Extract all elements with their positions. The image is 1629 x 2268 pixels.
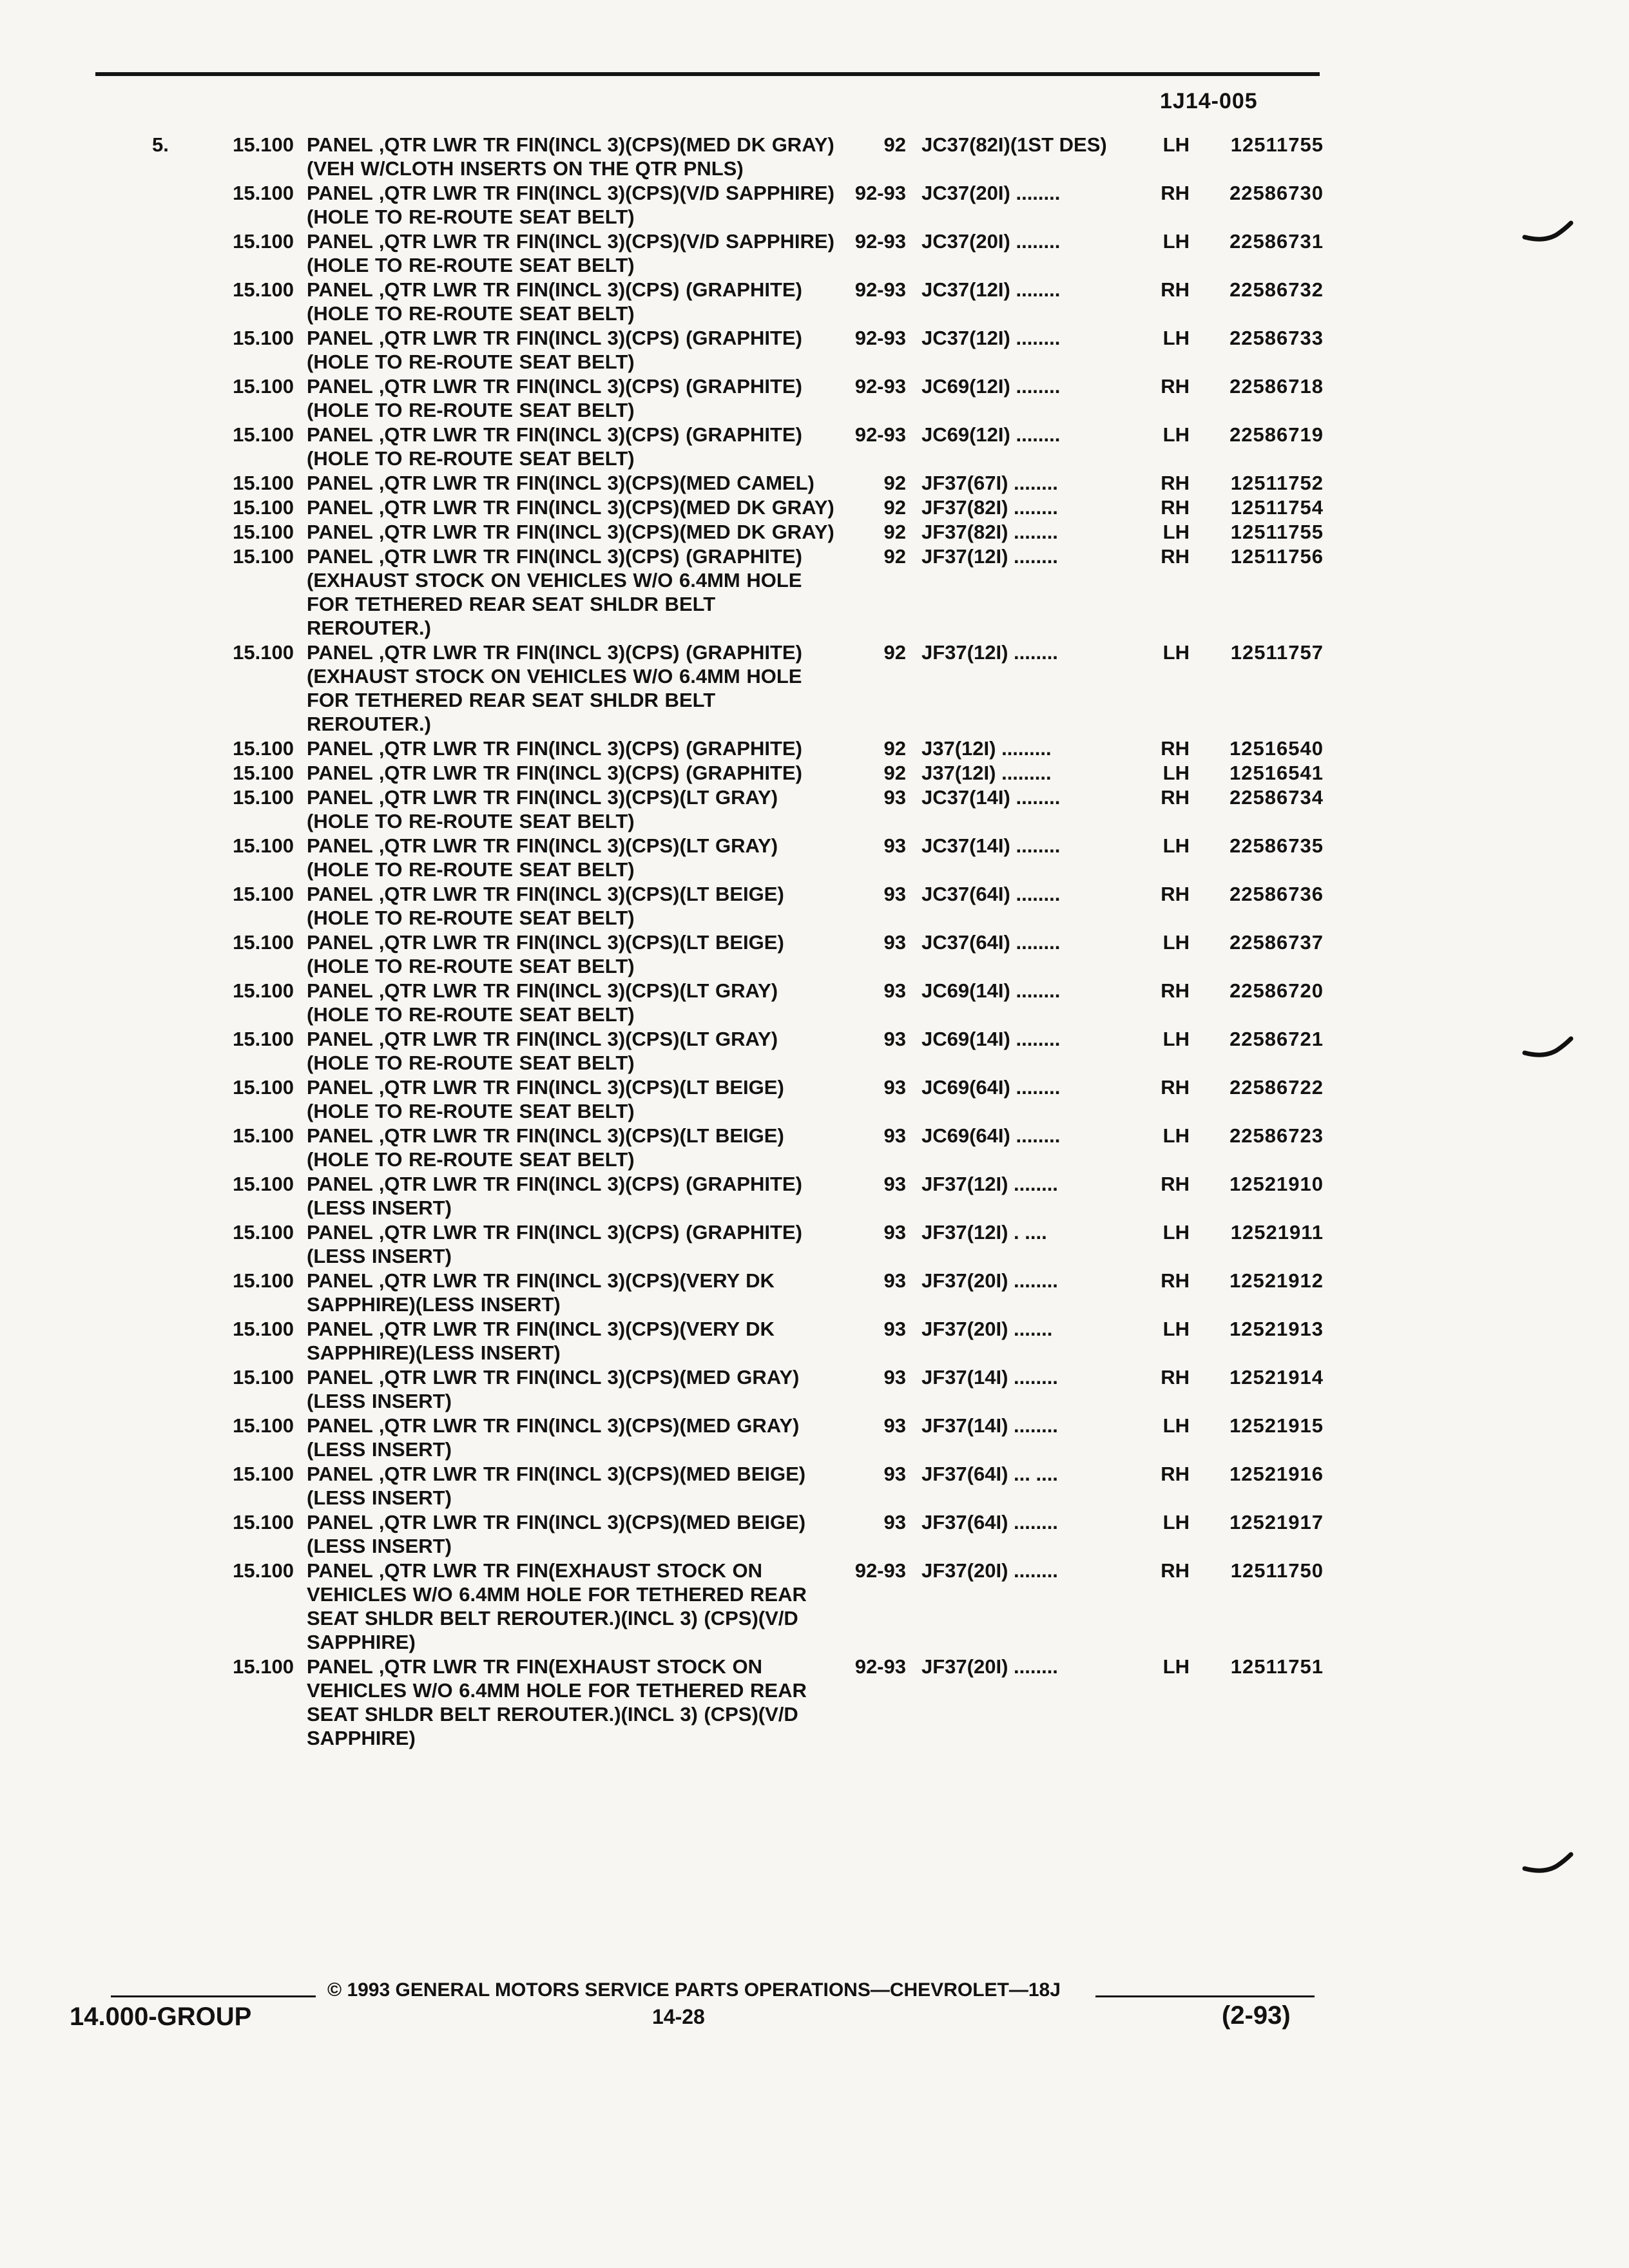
model-code: JC37(64I) ........: [921, 931, 1061, 954]
parts-row: [0, 736, 1629, 760]
model-year: 92: [883, 641, 906, 664]
model-year: 93: [883, 1511, 906, 1533]
item-number: 5.: [152, 133, 169, 156]
part-number: 12521910: [1229, 1173, 1324, 1195]
side: LH: [1162, 1221, 1190, 1244]
side: LH: [1162, 521, 1190, 543]
model-code: JC37(64I) ........: [921, 883, 1061, 905]
index-tab-mark-1: [1522, 220, 1574, 246]
part-description: PANEL ,QTR LWR TR FIN(INCL 3)(CPS)(V/D SAPPHIRE)(HOLE TO RE-ROUTE SEAT BELT): [307, 182, 834, 228]
ref-number: 15.100: [233, 1076, 294, 1099]
part-number: 12521913: [1229, 1318, 1324, 1340]
model-code: JC37(12I) ........: [921, 278, 1061, 301]
part-description: PANEL ,QTR LWR TR FIN(INCL 3)(CPS)(MED CAMEL): [307, 472, 815, 494]
side: RH: [1161, 1463, 1190, 1485]
model-year: 92: [883, 545, 906, 568]
parts-row: [0, 1172, 1629, 1220]
part-description: PANEL ,QTR LWR TR FIN(INCL 3)(CPS)(MED BEIGE)(LESS INSERT): [307, 1463, 806, 1509]
side: RH: [1161, 496, 1190, 519]
footer-group: 14.000-GROUP: [70, 2003, 252, 2031]
model-code: JC69(12I) ........: [921, 423, 1061, 446]
model-year: 93: [883, 1414, 906, 1437]
header-rule: [95, 72, 1320, 76]
ref-number: 15.100: [233, 1173, 294, 1195]
ref-number: 15.100: [233, 545, 294, 568]
footer-rule-left: [111, 1995, 316, 1997]
part-number: 12521911: [1230, 1221, 1324, 1244]
part-description: PANEL ,QTR LWR TR FIN(INCL 3)(CPS)(LT GRAY)(HOLE TO RE-ROUTE SEAT BELT): [307, 979, 778, 1026]
side: RH: [1161, 278, 1190, 301]
parts-row: [0, 181, 1629, 229]
parts-row: [0, 544, 1629, 640]
parts-row: [0, 785, 1629, 833]
part-description: PANEL ,QTR LWR TR FIN(INCL 3)(CPS) (GRAPHITE): [307, 737, 802, 760]
model-year: 92: [883, 737, 906, 760]
part-description: PANEL ,QTR LWR TR FIN(INCL 3)(CPS)(LT GRAY)(HOLE TO RE-ROUTE SEAT BELT): [307, 786, 778, 832]
model-code: JF37(20I) ........: [921, 1269, 1058, 1292]
part-description: PANEL ,QTR LWR TR FIN(INCL 3)(CPS) (GRAPHITE) (EXHAUST STOCK ON VEHICLES W/O 6.4MM HOLE FOR TETHERED REAR SEAT SHLDR BELT REROUTER.): [307, 545, 802, 639]
part-number: 12511755: [1230, 133, 1324, 156]
ref-number: 15.100: [233, 496, 294, 519]
model-year: 93: [883, 1076, 906, 1099]
parts-row: [0, 1655, 1629, 1750]
ref-number: 15.100: [233, 641, 294, 664]
side: LH: [1162, 327, 1190, 349]
part-description: PANEL ,QTR LWR TR FIN(INCL 3)(CPS)(MED DK GRAY): [307, 496, 834, 519]
part-number: 12521917: [1229, 1511, 1324, 1533]
part-number: 22586734: [1229, 786, 1324, 809]
part-number: 12511754: [1230, 496, 1324, 519]
parts-row: [0, 834, 1629, 881]
side: LH: [1162, 423, 1190, 446]
model-year: 93: [883, 1318, 906, 1340]
model-year: 93: [883, 786, 906, 809]
part-number: 12521915: [1229, 1414, 1324, 1437]
ref-number: 15.100: [233, 1655, 294, 1678]
side: RH: [1161, 182, 1190, 204]
model-year: 93: [883, 1221, 906, 1244]
model-year: 92: [883, 133, 906, 156]
model-year: 93: [883, 1366, 906, 1389]
parts-row: [0, 471, 1629, 495]
model-year: 92: [883, 521, 906, 543]
ref-number: 15.100: [233, 883, 294, 905]
part-description: PANEL ,QTR LWR TR FIN(INCL 3)(CPS)(LT BEIGE)(HOLE TO RE-ROUTE SEAT BELT): [307, 1076, 784, 1122]
side: RH: [1161, 1076, 1190, 1099]
parts-row: [0, 374, 1629, 422]
model-code: JC37(20I) ........: [921, 230, 1061, 253]
part-number: 22586721: [1229, 1028, 1324, 1050]
part-description: PANEL ,QTR LWR TR FIN(INCL 3)(CPS)(LT GRAY)(HOLE TO RE-ROUTE SEAT BELT): [307, 1028, 778, 1074]
model-code: JC37(20I) ........: [921, 182, 1061, 204]
model-year: 92: [883, 762, 906, 784]
model-code: JF37(12I) . ....: [921, 1221, 1047, 1244]
parts-row: [0, 278, 1629, 325]
part-number: 12511751: [1230, 1655, 1324, 1678]
ref-number: 15.100: [233, 133, 294, 156]
model-year: 92-93: [854, 1559, 906, 1582]
side: RH: [1161, 375, 1190, 398]
footer-revision: (2-93): [1222, 2001, 1291, 2030]
ref-number: 15.100: [233, 521, 294, 543]
part-number: 22586718: [1229, 375, 1324, 398]
model-year: 93: [883, 1173, 906, 1195]
part-description: PANEL ,QTR LWR TR FIN(INCL 3)(CPS) (GRAPHITE)(LESS INSERT): [307, 1173, 802, 1219]
parts-row: [0, 1269, 1629, 1316]
part-description: PANEL ,QTR LWR TR FIN(INCL 3)(CPS)(LT BEIGE)(HOLE TO RE-ROUTE SEAT BELT): [307, 883, 784, 929]
part-number: 22586736: [1229, 883, 1324, 905]
model-year: 92: [883, 496, 906, 519]
part-number: 12521912: [1229, 1269, 1324, 1292]
parts-row: [0, 930, 1629, 978]
part-description: PANEL ,QTR LWR TR FIN(INCL 3)(CPS)(VERY DK SAPPHIRE)(LESS INSERT): [307, 1318, 775, 1364]
model-year: 92-93: [854, 327, 906, 349]
side: RH: [1161, 545, 1190, 568]
part-number: 22586735: [1229, 834, 1324, 857]
part-description: PANEL ,QTR LWR TR FIN(INCL 3)(CPS) (GRAPHITE)(HOLE TO RE-ROUTE SEAT BELT): [307, 327, 802, 373]
model-year: 93: [883, 931, 906, 954]
parts-row: [0, 1027, 1629, 1075]
part-description: PANEL ,QTR LWR TR FIN(INCL 3)(CPS)(LT BEIGE)(HOLE TO RE-ROUTE SEAT BELT): [307, 931, 784, 977]
model-year: 93: [883, 1269, 906, 1292]
model-code: JF37(20I) ........: [921, 1559, 1058, 1582]
part-number: 12511757: [1230, 641, 1324, 664]
part-number: 12521914: [1229, 1366, 1324, 1389]
ref-number: 15.100: [233, 1559, 294, 1582]
part-description: PANEL ,QTR LWR TR FIN(EXHAUST STOCK ON VEHICLES W/O 6.4MM HOLE FOR TETHERED REAR SEAT SHLDR BELT REROUTER.)(INCL 3) (CPS)(V/D SAPPHIRE): [307, 1559, 807, 1653]
parts-row: [0, 1510, 1629, 1558]
ref-number: 15.100: [233, 1318, 294, 1340]
parts-row: [0, 761, 1629, 785]
part-description: PANEL ,QTR LWR TR FIN(INCL 3)(CPS) (GRAPHITE)(HOLE TO RE-ROUTE SEAT BELT): [307, 423, 802, 470]
model-code: JC69(64I) ........: [921, 1124, 1061, 1147]
side: RH: [1161, 1366, 1190, 1389]
index-tab-mark-2: [1522, 1036, 1574, 1062]
part-number: 12511752: [1230, 472, 1324, 494]
model-code: JC37(14I) ........: [921, 834, 1061, 857]
model-year: 92-93: [854, 1655, 906, 1678]
part-description: PANEL ,QTR LWR TR FIN(INCL 3)(CPS)(MED GRAY)(LESS INSERT): [307, 1366, 800, 1412]
part-description: PANEL ,QTR LWR TR FIN(INCL 3)(CPS)(V/D SAPPHIRE)(HOLE TO RE-ROUTE SEAT BELT): [307, 230, 834, 276]
model-code: JF37(20I) .......: [921, 1318, 1053, 1340]
part-description: PANEL ,QTR LWR TR FIN(EXHAUST STOCK ON VEHICLES W/O 6.4MM HOLE FOR TETHERED REAR SEAT SHLDR BELT REROUTER.)(INCL 3) (CPS)(V/D SAPPHIRE): [307, 1655, 807, 1749]
model-code: JC69(14I) ........: [921, 1028, 1061, 1050]
model-year: 92: [883, 472, 906, 494]
parts-row: [0, 1559, 1629, 1654]
parts-row: [0, 979, 1629, 1026]
model-code: JC69(64I) ........: [921, 1076, 1061, 1099]
parts-row: [0, 495, 1629, 519]
ref-number: 15.100: [233, 737, 294, 760]
side: RH: [1161, 1269, 1190, 1292]
model-code: JF37(14I) ........: [921, 1414, 1058, 1437]
parts-list: [0, 133, 1629, 1751]
model-year: 93: [883, 1124, 906, 1147]
model-year: 93: [883, 883, 906, 905]
ref-number: 15.100: [233, 762, 294, 784]
side: LH: [1162, 1318, 1190, 1340]
model-code: JF37(82I) ........: [921, 496, 1058, 519]
model-code: JC37(82I)(1ST DES): [921, 133, 1107, 156]
part-description: PANEL ,QTR LWR TR FIN(INCL 3)(CPS)(VERY DK SAPPHIRE)(LESS INSERT): [307, 1269, 775, 1316]
footer-rule-right: [1095, 1995, 1315, 1997]
parts-row: [0, 229, 1629, 277]
side: RH: [1161, 1173, 1190, 1195]
parts-row: [0, 1075, 1629, 1123]
model-year: 93: [883, 1463, 906, 1485]
model-year: 93: [883, 979, 906, 1002]
part-description: PANEL ,QTR LWR TR FIN(INCL 3)(CPS) (GRAPHITE)(HOLE TO RE-ROUTE SEAT BELT): [307, 375, 802, 421]
model-code: JF37(20I) ........: [921, 1655, 1058, 1678]
side: LH: [1162, 1414, 1190, 1437]
part-description: PANEL ,QTR LWR TR FIN(INCL 3)(CPS) (GRAPHITE)(LESS INSERT): [307, 1221, 802, 1267]
ref-number: 15.100: [233, 979, 294, 1002]
model-code: JC37(14I) ........: [921, 786, 1061, 809]
part-number: 22586733: [1229, 327, 1324, 349]
part-description: PANEL ,QTR LWR TR FIN(INCL 3)(CPS)(LT BEIGE)(HOLE TO RE-ROUTE SEAT BELT): [307, 1124, 784, 1171]
side: RH: [1161, 979, 1190, 1002]
ref-number: 15.100: [233, 1414, 294, 1437]
side: RH: [1161, 883, 1190, 905]
side: LH: [1162, 1028, 1190, 1050]
model-code: JF37(12I) ........: [921, 1173, 1058, 1195]
ref-number: 15.100: [233, 1028, 294, 1050]
part-number: 22586731: [1229, 230, 1324, 253]
model-code: JF37(67I) ........: [921, 472, 1058, 494]
parts-row: [0, 1365, 1629, 1413]
ref-number: 15.100: [233, 182, 294, 204]
model-year: 92-93: [854, 278, 906, 301]
model-code: JF37(64I) ... ....: [921, 1463, 1058, 1485]
parts-row: [0, 1220, 1629, 1268]
model-code: JF37(12I) ........: [921, 545, 1058, 568]
side: LH: [1162, 641, 1190, 664]
model-code: JF37(14I) ........: [921, 1366, 1058, 1389]
model-code: JF37(82I) ........: [921, 521, 1058, 543]
model-code: JC69(12I) ........: [921, 375, 1061, 398]
ref-number: 15.100: [233, 230, 294, 253]
side: LH: [1162, 1511, 1190, 1533]
ref-number: 15.100: [233, 327, 294, 349]
side: LH: [1162, 1655, 1190, 1678]
side: RH: [1161, 737, 1190, 760]
side: LH: [1162, 834, 1190, 857]
part-number: 12516540: [1229, 737, 1324, 760]
part-description: PANEL ,QTR LWR TR FIN(INCL 3)(CPS)(MED DK GRAY): [307, 521, 834, 543]
part-number: 22586730: [1229, 182, 1324, 204]
ref-number: 15.100: [233, 786, 294, 809]
side: LH: [1162, 1124, 1190, 1147]
part-number: 22586719: [1229, 423, 1324, 446]
parts-row: [0, 133, 1629, 180]
part-number: 12511750: [1230, 1559, 1324, 1582]
index-tab-mark-3: [1522, 1852, 1574, 1878]
part-number: 12511756: [1230, 545, 1324, 568]
ref-number: 15.100: [233, 375, 294, 398]
part-number: 22586720: [1229, 979, 1324, 1002]
parts-row: [0, 1124, 1629, 1171]
ref-number: 15.100: [233, 1366, 294, 1389]
ref-number: 15.100: [233, 472, 294, 494]
ref-number: 15.100: [233, 1221, 294, 1244]
part-number: 12521916: [1229, 1463, 1324, 1485]
parts-row: [0, 326, 1629, 374]
footer-page-number: 14-28: [652, 2005, 705, 2028]
part-number: 22586722: [1229, 1076, 1324, 1099]
model-year: 92-93: [854, 182, 906, 204]
part-description: PANEL ,QTR LWR TR FIN(INCL 3)(CPS)(MED DK GRAY) (VEH W/CLOTH INSERTS ON THE QTR PNLS): [307, 133, 834, 180]
parts-row: [0, 1414, 1629, 1461]
part-number: 22586732: [1229, 278, 1324, 301]
part-description: PANEL ,QTR LWR TR FIN(INCL 3)(CPS) (GRAPHITE) (EXHAUST STOCK ON VEHICLES W/O 6.4MM HOLE FOR TETHERED REAR SEAT SHLDR BELT REROUTER.): [307, 641, 802, 735]
parts-row: [0, 520, 1629, 544]
part-number: 22586737: [1229, 931, 1324, 954]
model-code: J37(12I) .........: [921, 762, 1052, 784]
model-code: JF37(64I) ........: [921, 1511, 1058, 1533]
part-description: PANEL ,QTR LWR TR FIN(INCL 3)(CPS) (GRAPHITE)(HOLE TO RE-ROUTE SEAT BELT): [307, 278, 802, 325]
model-year: 92-93: [854, 230, 906, 253]
side: LH: [1162, 931, 1190, 954]
side: LH: [1162, 133, 1190, 156]
model-code: J37(12I) .........: [921, 737, 1052, 760]
parts-row: [0, 1317, 1629, 1365]
ref-number: 15.100: [233, 1463, 294, 1485]
side: LH: [1162, 762, 1190, 784]
parts-row: [0, 640, 1629, 736]
ref-number: 15.100: [233, 1511, 294, 1533]
ref-number: 15.100: [233, 834, 294, 857]
ref-number: 15.100: [233, 931, 294, 954]
side: RH: [1161, 1559, 1190, 1582]
part-description: PANEL ,QTR LWR TR FIN(INCL 3)(CPS)(LT GRAY)(HOLE TO RE-ROUTE SEAT BELT): [307, 834, 778, 881]
parts-row: [0, 1462, 1629, 1510]
ref-number: 15.100: [233, 423, 294, 446]
part-description: PANEL ,QTR LWR TR FIN(INCL 3)(CPS)(MED GRAY)(LESS INSERT): [307, 1414, 800, 1461]
part-number: 22586723: [1229, 1124, 1324, 1147]
model-code: JC69(14I) ........: [921, 979, 1061, 1002]
ref-number: 15.100: [233, 278, 294, 301]
ref-number: 15.100: [233, 1124, 294, 1147]
footer-copyright: © 1993 GENERAL MOTORS SERVICE PARTS OPERATIONS—CHEVROLET—18J: [327, 1979, 1061, 2001]
part-description: PANEL ,QTR LWR TR FIN(INCL 3)(CPS)(MED BEIGE)(LESS INSERT): [307, 1511, 806, 1557]
side: RH: [1161, 472, 1190, 494]
side: RH: [1161, 786, 1190, 809]
model-year: 93: [883, 1028, 906, 1050]
side: LH: [1162, 230, 1190, 253]
ref-number: 15.100: [233, 1269, 294, 1292]
model-year: 93: [883, 834, 906, 857]
part-description: PANEL ,QTR LWR TR FIN(INCL 3)(CPS) (GRAPHITE): [307, 762, 802, 784]
page-code: 1J14-005: [1160, 89, 1258, 113]
parts-row: [0, 882, 1629, 930]
parts-row: [0, 423, 1629, 470]
model-year: 92-93: [854, 375, 906, 398]
model-year: 92-93: [854, 423, 906, 446]
model-code: JF37(12I) ........: [921, 641, 1058, 664]
model-code: JC37(12I) ........: [921, 327, 1061, 349]
part-number: 12516541: [1229, 762, 1324, 784]
part-number: 12511755: [1230, 521, 1324, 543]
